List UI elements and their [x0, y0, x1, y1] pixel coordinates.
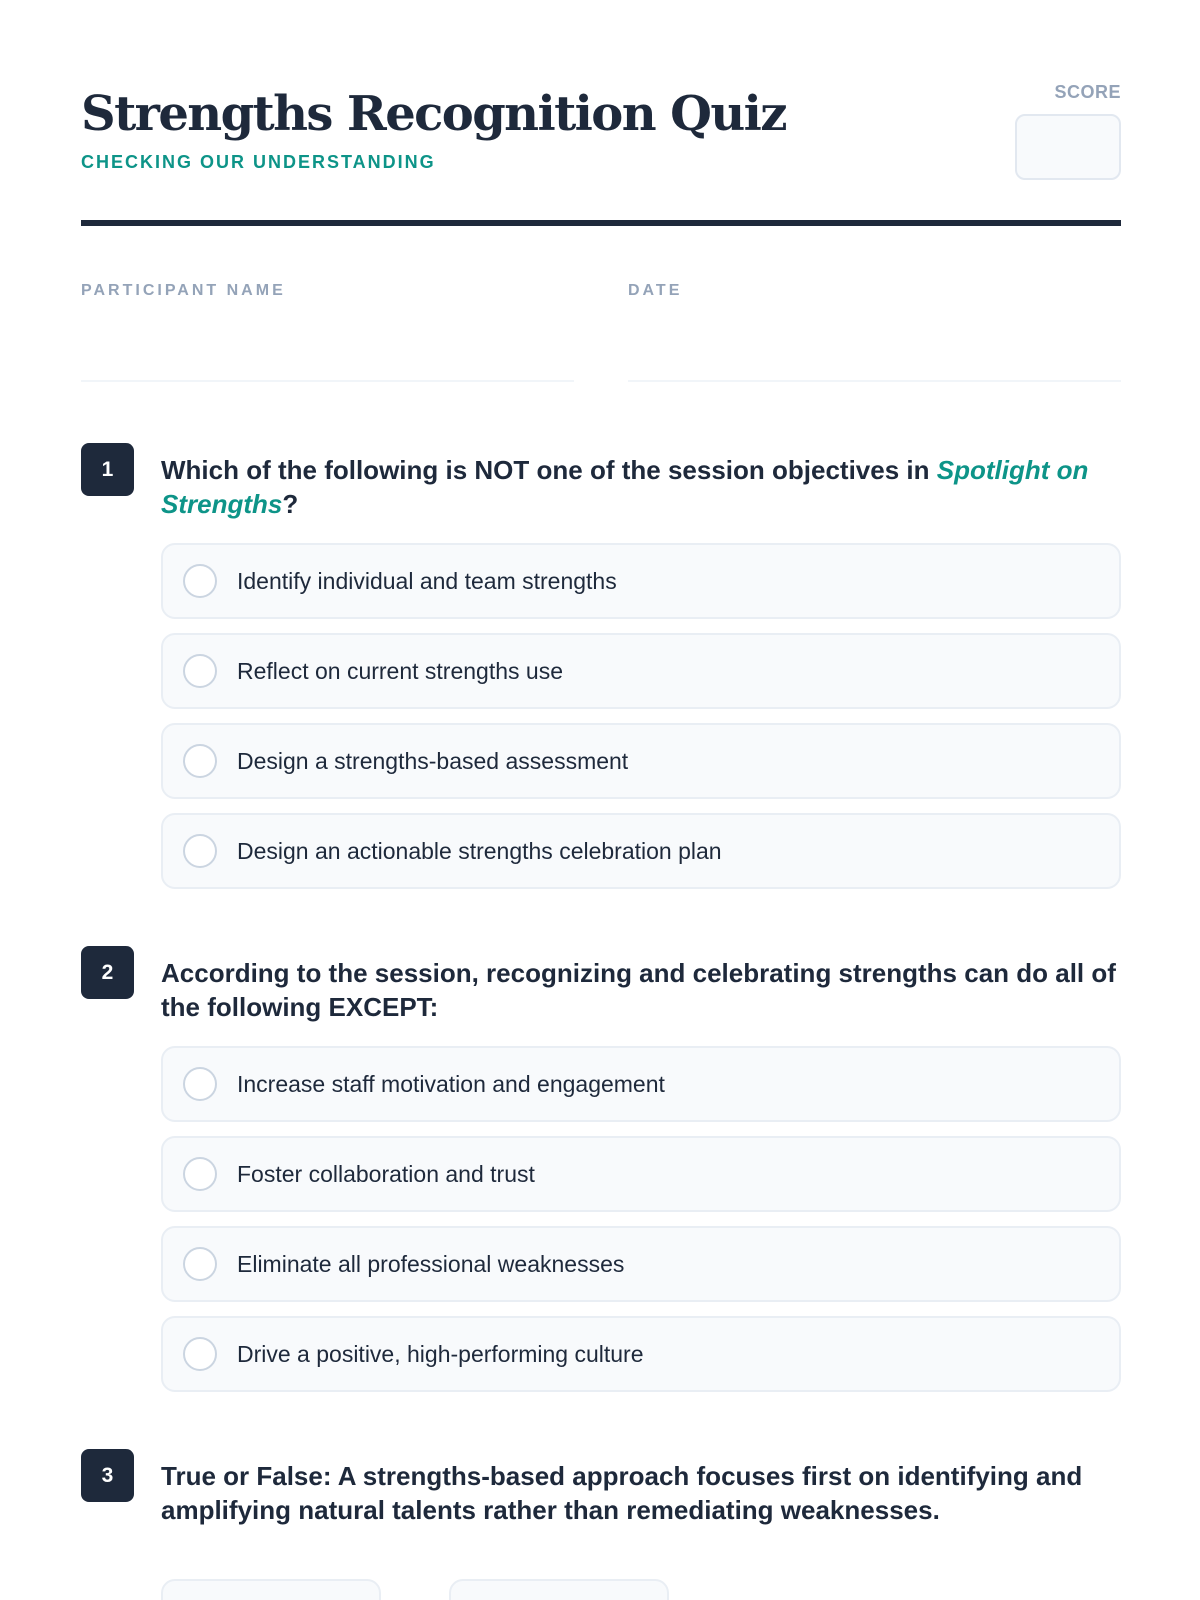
date-field: [628, 282, 1121, 382]
answer-label: Increase staff motivation and engagement: [237, 1070, 665, 1097]
header-divider: [81, 220, 1121, 226]
question-text: [161, 453, 1121, 521]
date-input[interactable]: [628, 380, 1121, 382]
radio-button[interactable]: [183, 654, 217, 688]
answer-option[interactable]: [161, 1136, 1121, 1212]
page-subtitle: CHECKING OUR UNDERSTANDING: [81, 152, 436, 172]
quiz-header: [81, 0, 1121, 228]
participant-name-field: [81, 282, 574, 382]
false-option[interactable]: [449, 1579, 669, 1600]
answer-option[interactable]: [161, 633, 1121, 709]
question-number-badge: 2: [81, 946, 134, 999]
question-text-part: ?: [282, 489, 299, 519]
score-label: SCORE: [1054, 82, 1121, 102]
question-number-badge: 1: [81, 443, 134, 496]
quiz-page: [81, 0, 1121, 1525]
answer-label: Design a strengths-based assessment: [237, 747, 629, 774]
answer-label: Reflect on current strengths use: [237, 657, 563, 684]
true-false-options: [161, 1579, 737, 1600]
answer-option[interactable]: [161, 1226, 1121, 1302]
session-title-emphasis: Spotlight on Strengths: [161, 455, 1089, 519]
question-text: True or False: A strengths-based approach focuses first on identifying and amplifying natural talents rather than remediating weaknesses.: [161, 1461, 1083, 1525]
answer-options: [161, 1046, 1121, 1406]
answer-option[interactable]: [161, 543, 1121, 619]
radio-button[interactable]: [183, 1247, 217, 1281]
answer-label: Drive a positive, high-performing culture: [237, 1340, 644, 1367]
answer-label: Eliminate all professional weaknesses: [237, 1250, 625, 1277]
radio-button[interactable]: [183, 564, 217, 598]
question-text-part: Which of the following is NOT one of the session objectives in: [161, 455, 937, 485]
answer-options: [161, 543, 1121, 903]
answer-label: Foster collaboration and trust: [237, 1160, 535, 1187]
answer-option[interactable]: [161, 813, 1121, 889]
answer-option[interactable]: [161, 1316, 1121, 1392]
answer-option[interactable]: [161, 1046, 1121, 1122]
radio-button[interactable]: [183, 1337, 217, 1371]
answer-label: Design an actionable strengths celebration plan: [237, 837, 722, 864]
radio-button[interactable]: [183, 1067, 217, 1101]
participant-name-input[interactable]: [81, 380, 574, 382]
radio-button[interactable]: [183, 834, 217, 868]
page-title: Strengths Recognition Quiz: [81, 86, 786, 142]
question-number-badge: 3: [81, 1449, 134, 1502]
question-text: According to the session, recognizing and celebrating strengths can do all of the following EXCEPT:: [161, 958, 1116, 1022]
answer-option[interactable]: [161, 723, 1121, 799]
radio-button[interactable]: [183, 1157, 217, 1191]
radio-button[interactable]: [183, 744, 217, 778]
true-option[interactable]: [161, 1579, 381, 1600]
participant-name-label: PARTICIPANT NAME: [81, 282, 286, 299]
date-label: DATE: [628, 282, 683, 299]
score-field[interactable]: [1015, 114, 1121, 180]
answer-label: Identify individual and team strengths: [237, 567, 617, 594]
